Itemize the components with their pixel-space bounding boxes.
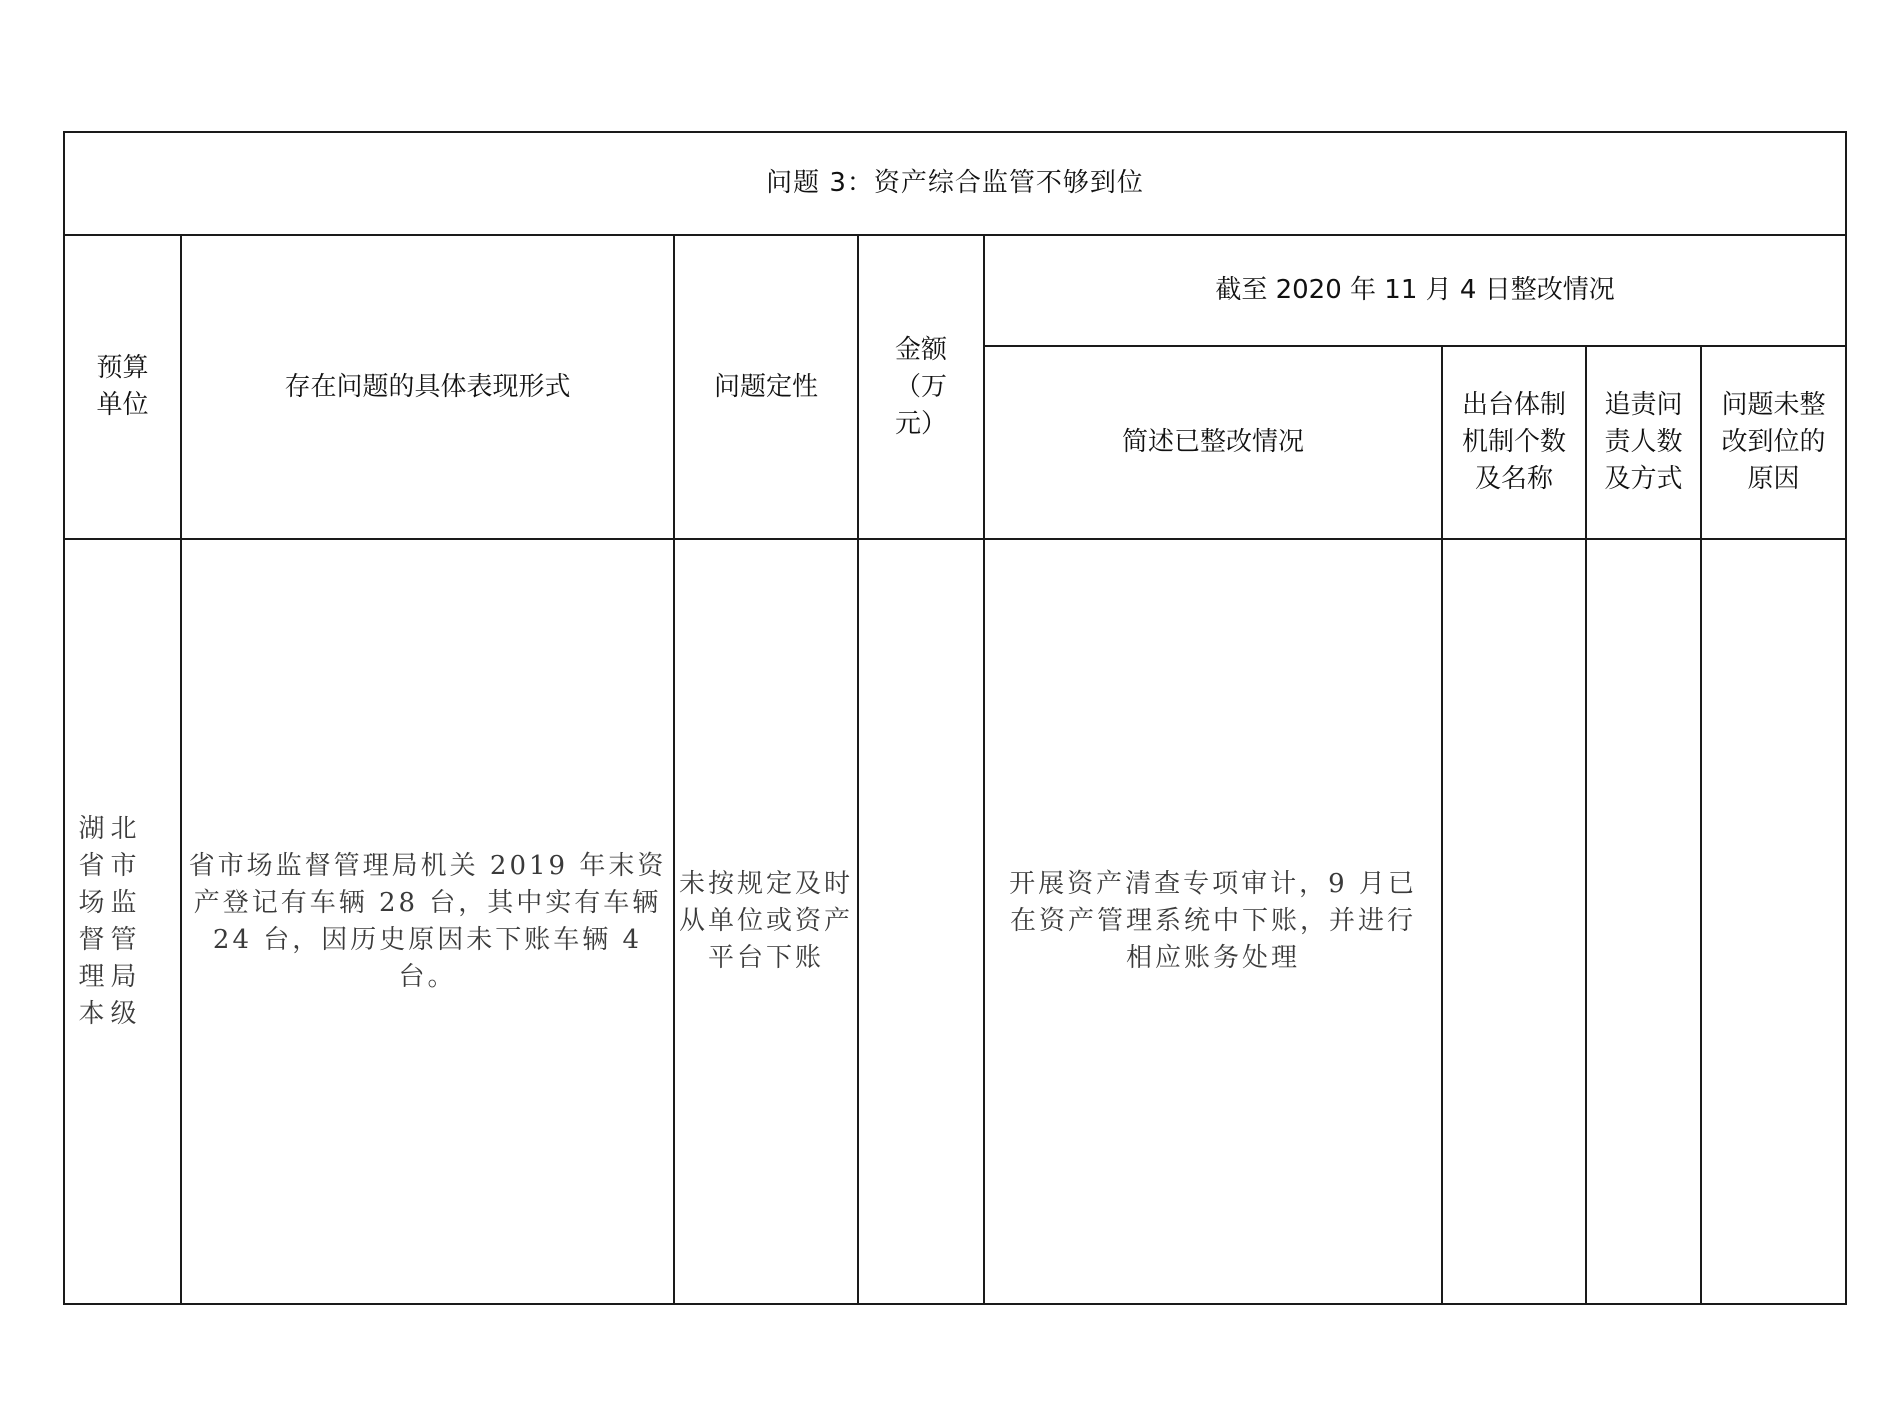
cell-mechanism — [1442, 539, 1586, 1304]
cell-accountability — [1586, 539, 1701, 1304]
cell-problem-form: 省市场监督管理局机关 2019 年末资产登记有车辆 28 台，其中实有车辆 24 台，因历史原因未下账车辆 4 台。 — [181, 539, 674, 1304]
header-unrectified-reason-label: 问题未整改到位的原因 — [1721, 390, 1826, 494]
cell-unrectified-reason — [1701, 539, 1846, 1304]
header-problem-form: 存在问题的具体表现形式 — [181, 235, 674, 539]
header-amount — [858, 235, 984, 539]
header-mechanism — [1442, 346, 1586, 539]
header-nature: 问题定性 — [674, 235, 858, 539]
rectification-table — [63, 131, 1847, 1305]
table-title: 问题 3：资产综合监管不够到位 — [64, 132, 1846, 235]
cell-unit — [64, 539, 181, 1304]
header-amount-label: 金额（万元） — [894, 334, 947, 439]
cell-unit-text: 湖北省市场监督管理局本级 — [78, 813, 143, 1029]
cell-amount — [858, 539, 984, 1304]
cell-rectified: 开展资产清查专项审计，9 月已在资产管理系统中下账，并进行相应账务处理 — [984, 539, 1442, 1304]
header-unit — [64, 235, 181, 539]
header-status-group: 截至 2020 年 11 月 4 日整改情况 — [984, 235, 1846, 346]
header-accountability-label: 追责问责人数及方式 — [1604, 390, 1683, 494]
header-unit-label: 预算单位 — [96, 353, 149, 420]
header-unrectified-reason — [1701, 346, 1846, 539]
table-row — [64, 539, 1846, 1304]
header-rectified: 简述已整改情况 — [984, 346, 1442, 539]
cell-nature: 未按规定及时从单位或资产平台下账 — [674, 539, 858, 1304]
header-mechanism-label: 出台体制机制个数及名称 — [1461, 390, 1566, 494]
header-accountability — [1586, 346, 1701, 539]
